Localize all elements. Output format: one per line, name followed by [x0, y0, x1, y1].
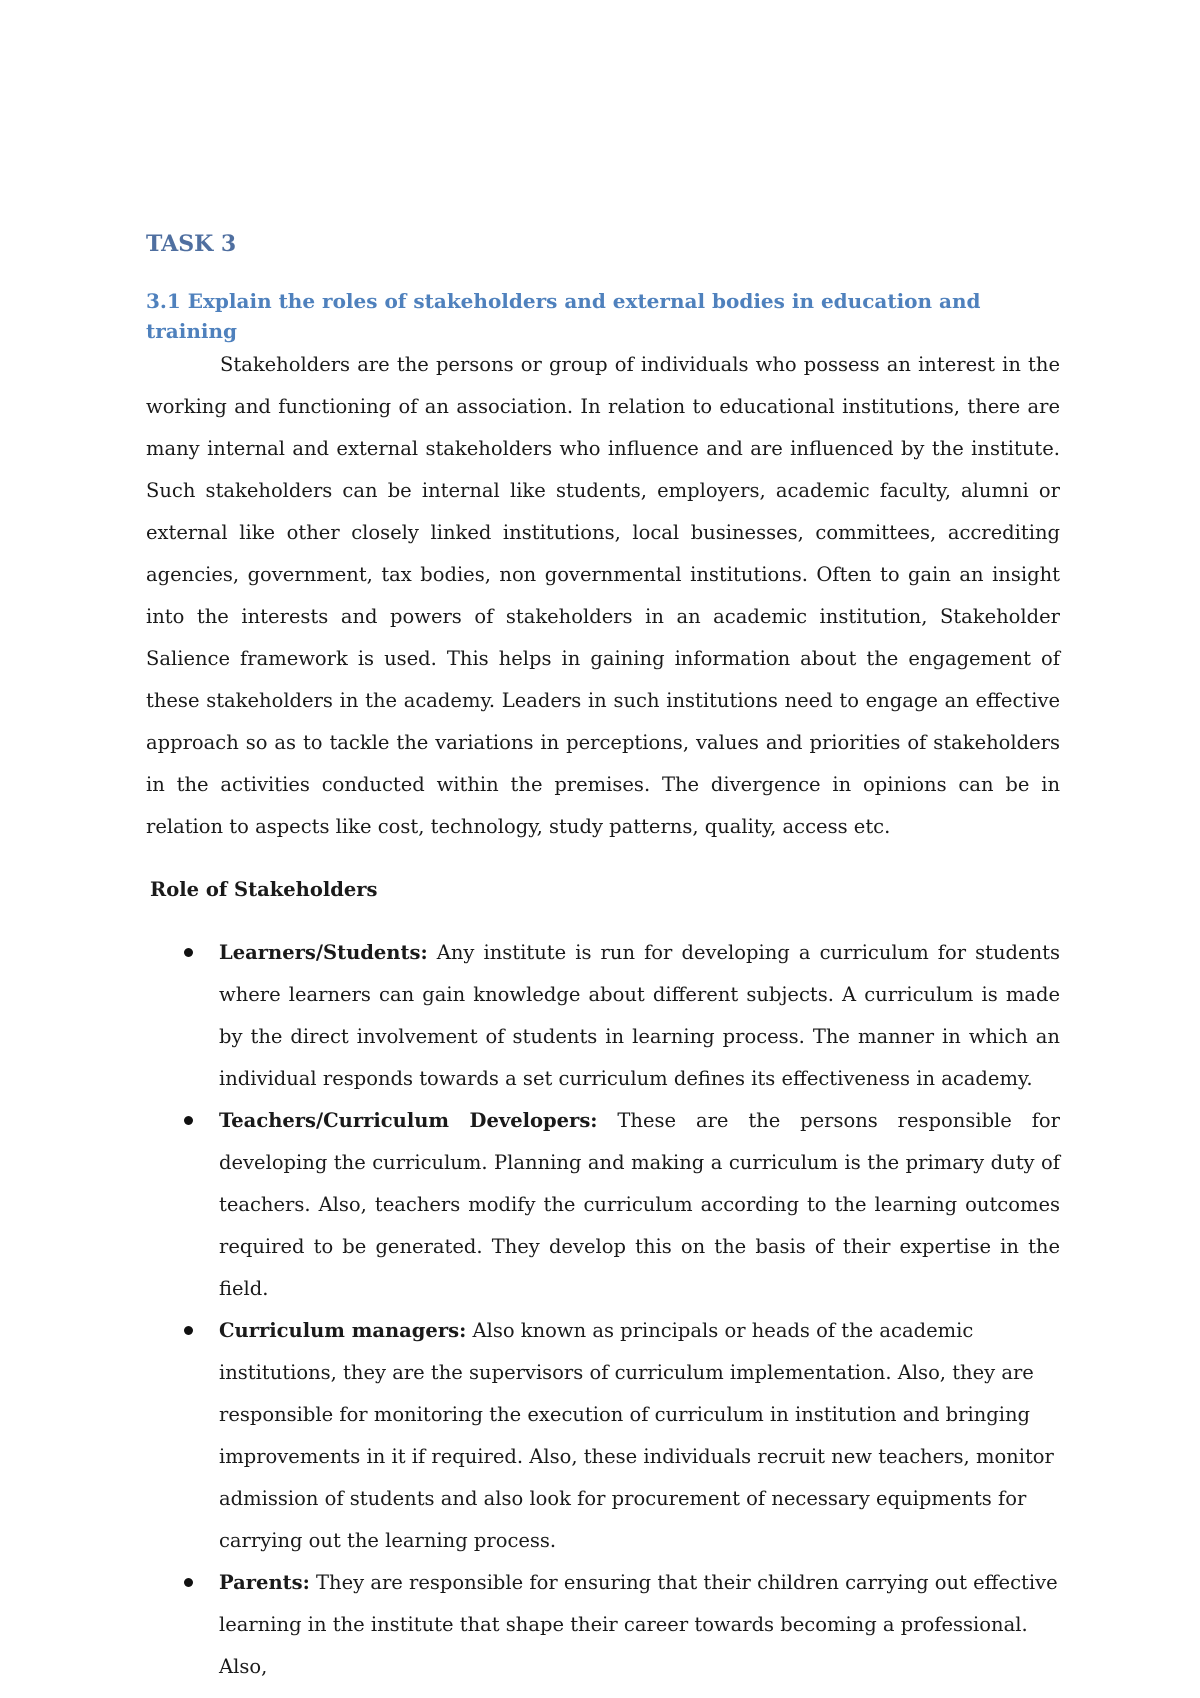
role-term: Learners/Students: — [219, 941, 428, 964]
list-item — [146, 1100, 1060, 1310]
section-heading: 3.1 Explain the roles of stakeholders and external bodies in education and training — [146, 289, 981, 343]
bullet-icon — [184, 1326, 193, 1335]
role-text: They are responsible for ensuring that their children carrying out effective learning in the institute that shape their career towards becoming a professional. Also, — [219, 1571, 1058, 1678]
role-term: Teachers/Curriculum Developers: — [219, 1109, 598, 1132]
list-item — [146, 1310, 1060, 1562]
document-page — [146, 228, 1060, 1688]
list-item — [146, 932, 1060, 1100]
role-text: Also known as principals or heads of the academic institutions, they are the supervisors of curriculum implementation. Also, they are responsible for monitoring the execution of curriculum in institution and bringing improvements in it if required. Also, these individuals recruit new teachers, monitor admission of students and also look for procurement of necessary equipments for carrying out the learning process. — [219, 1319, 1054, 1552]
role-text: These are the persons responsible for developing the curriculum. Planning and making a curriculum is the primary duty of teachers. Also, teachers modify the curriculum according to the learning outcomes required to be generated. They develop this on the basis of their expertise in the field. — [219, 1109, 1060, 1300]
bullet-icon — [184, 1578, 193, 1587]
intro-paragraph: Stakeholders are the persons or group of individuals who possess an interest in the working and functioning of an association. In relation to educational institutions, there are many internal and external stakeholders who influence and are influenced by the institute. Such stakeholders can be internal like students, employers, academic faculty, alumni or external like other closely linked institutions, local businesses, committees, accrediting agencies, government, tax bodies, non governmental institutions. Often to gain an insight into the interests and powers of stakeholders in an academic institution, Stakeholder Salience framework is used. This helps in gaining information about the engagement of these stakeholders in the academy. Leaders in such institutions need to engage an effective approach so as to tackle the variations in perceptions, values and priorities of stakeholders in the activities conducted within the premises. The divergence in opinions can be in relation to aspects like cost, technology, study patterns, quality, access etc. — [146, 353, 1060, 838]
role-term: Curriculum managers: — [219, 1319, 467, 1342]
roles-list — [146, 932, 1060, 1688]
task-title: TASK 3 — [146, 231, 237, 257]
role-text: Any institute is run for developing a curriculum for students where learners can gain knowledge about different subjects. A curriculum is made by the direct involvement of students in learning process. The manner in which an individual responds towards a set curriculum defines its effectiveness in academy. — [219, 941, 1060, 1090]
bullet-icon — [184, 1116, 193, 1125]
bullet-icon — [184, 948, 193, 957]
role-term: Parents: — [219, 1571, 310, 1594]
roles-heading: Role of Stakeholders — [150, 878, 378, 901]
list-item — [146, 1562, 1060, 1688]
